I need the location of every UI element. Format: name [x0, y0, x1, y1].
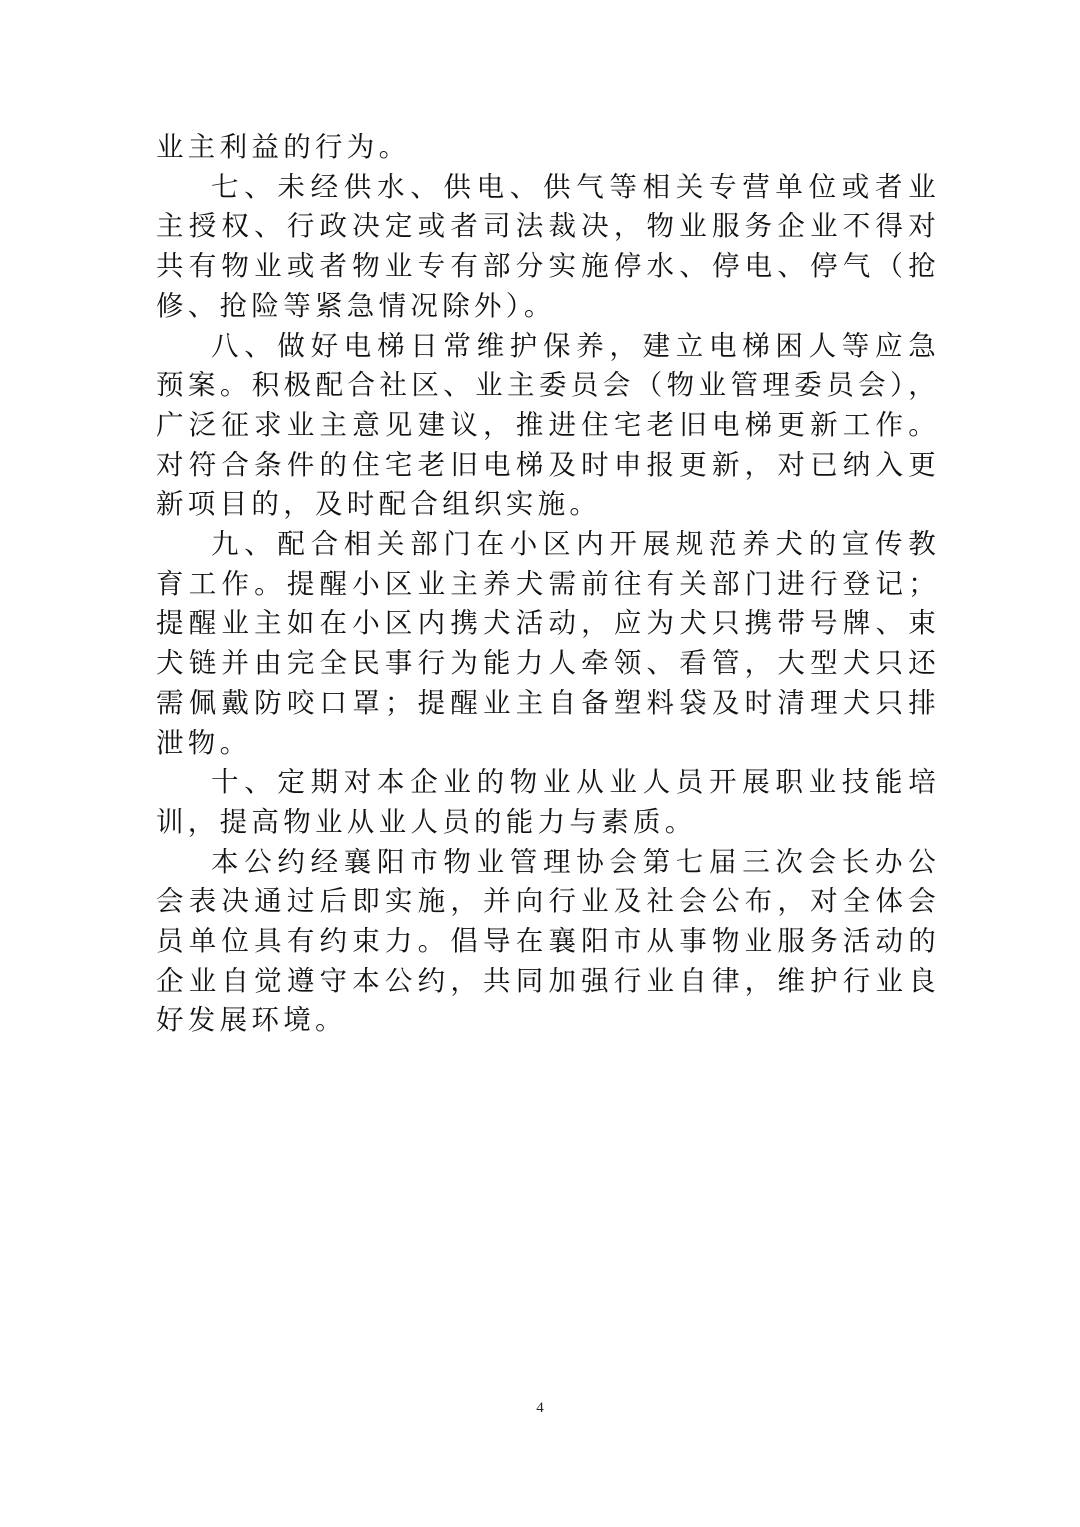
- paragraph-item-10: 十、定期对本企业的物业从业人员开展职业技能培训，提高物业从业人员的能力与素质。: [156, 766, 940, 838]
- paragraph-item-9: 九、配合相关部门在小区内开展规范养犬的宣传教育工作。提醒小区业主养犬需前往有关部门进行登记；提醒业主如在小区内携犬活动，应为犬只携带号牌、束犬链并由完全民事行为能力人牵领、看管，大型犬只还需佩戴防咬口罩；提醒业主自备塑料袋及时清理犬只排泄物。: [156, 528, 940, 759]
- page-number: 4: [536, 1400, 544, 1416]
- paragraph-closing: 本公约经襄阳市物业管理协会第七届三次会长办公会表决通过后即实施，并向行业及社会公布，对全体会员单位具有约束力。倡导在襄阳市从事物业服务活动的企业自觉遵守本公约，共同加强行业自律，维护行业良好发展环境。: [156, 845, 940, 1037]
- document-body: [156, 128, 940, 1041]
- paragraph-continued: 业主利益的行为。: [156, 131, 411, 163]
- paragraph-item-8: 八、做好电梯日常维护保养，建立电梯困人等应急预案。积极配合社区、业主委员会（物业管理委员会），广泛征求业主意见建议，推进住宅老旧电梯更新工作。对符合条件的住宅老旧电梯及时申报更新，对已纳入更新项目的，及时配合组织实施。: [156, 329, 940, 521]
- paragraph-item-7: 七、未经供水、供电、供气等相关专营单位或者业主授权、行政决定或者司法裁决，物业服务企业不得对共有物业或者物业专有部分实施停水、停电、停气（抢修、抢险等紧急情况除外）。: [156, 170, 940, 322]
